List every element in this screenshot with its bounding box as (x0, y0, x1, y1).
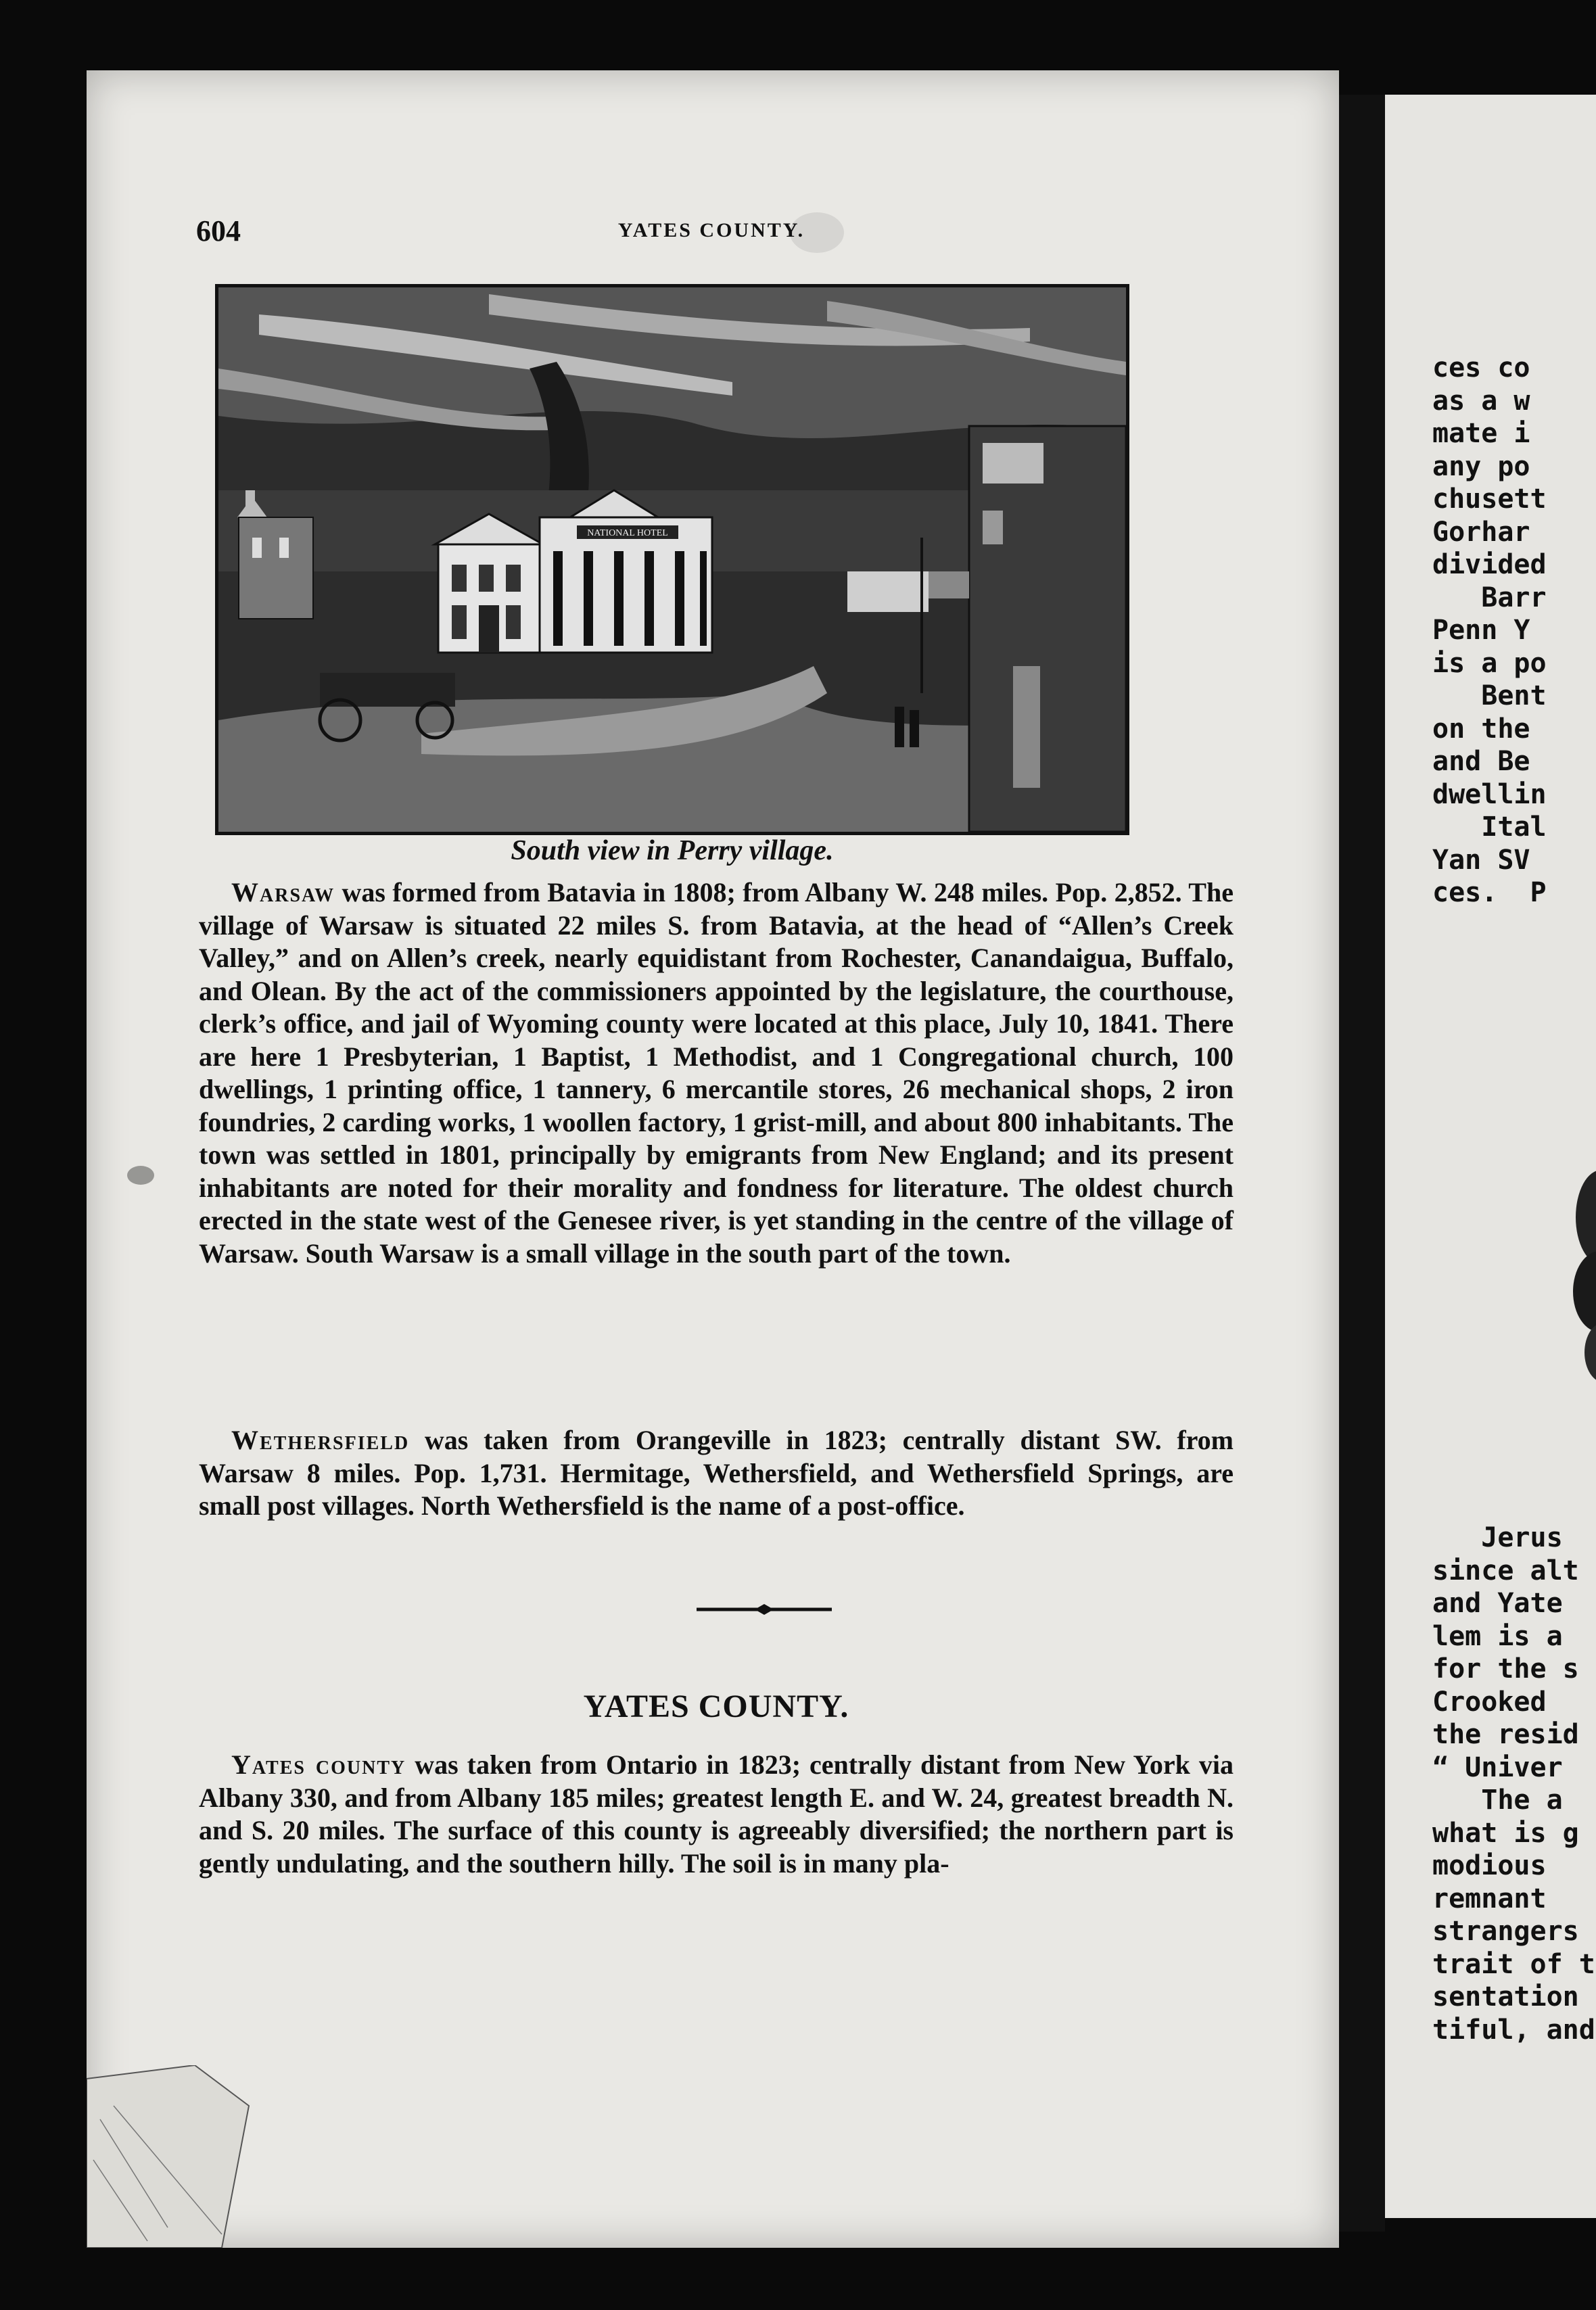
yates-county-heading: YATES COUNTY. (583, 1689, 849, 1724)
torn-corner (87, 2065, 289, 2248)
ink-spot (127, 1166, 154, 1185)
hotel-sign: NATIONAL HOTEL (587, 528, 668, 538)
page-gutter (1339, 95, 1385, 2232)
courthouse-building (435, 514, 543, 653)
engraving-image (218, 287, 1126, 832)
yates-paragraph (199, 1749, 1234, 1880)
engraving-caption: South view in Perry village. (511, 835, 834, 866)
perry-village-engraving (215, 284, 1129, 835)
wethersfield-paragraph (199, 1424, 1234, 1523)
warsaw-paragraph (199, 876, 1234, 1270)
right-page (1385, 95, 1596, 2218)
section-divider-ornament (697, 1603, 832, 1616)
page-number: 604 (196, 214, 241, 248)
warsaw-text: was formed from Batavia in 1808; from Albany W. 248 miles. Pop. 2,852. The village of Warsaw is situated 22 miles S. from Batavia, at the head of “Allen’s Creek Valley,” and on Allen’s creek, nearly equidistant from Rochester, Canandaigua, Buffalo, and Olean. By the act of the commissioners appointed by the legislature, the courthouse, clerk’s office, and jail of Wyoming county were located at this place, July 10, 1841. There are here 1 Presbyterian, 1 Baptist, 1 Methodist, and 1 Congregational church, 100 dwellings, 1 printing office, 1 tannery, 6 mercantile stores, 26 mechanical shops, 2 iron foundries, 2 carding works, 1 woollen factory, 1 grist-mill, and about 800 inhabitants. The town was settled in 1801, principally by emigrants from New England; and its present inhabitants are noted for their morality and fondness for literature. The oldest church erected in the state west of the Genesee river, is yet standing in the centre of the village of Warsaw. South Warsaw is a small village in the south part of the town. (199, 877, 1234, 1269)
running-title: YATES COUNTY. (617, 219, 805, 241)
tree-engraving-fragment (1568, 1136, 1596, 1393)
right-page-upper-fragments: ces co as a w mate i any po chusett Gorhar divided Barr Penn Y is a po Bent on the and Be dwellin Ital Yan SV ces. P (1432, 352, 1547, 908)
right-page-lower-fragments: Jerus since alt and Yate lem is a for the s Crooked the resid “ Univer The a what is g modious remnant strangers trait of t sentation tiful, and (1432, 1522, 1595, 2046)
yates-lead: Yates county (231, 1749, 406, 1780)
yates-text: was taken from Ontario in 1823; centrally distant from New York via Albany 330, and from Albany 185 miles; greatest length E. and W. 24, greatest breadth N. and S. 20 miles. The surface of this county is agreeably diversified; the northern part is gently undulating, and the southern hilly. The soil is in many pla- (199, 1749, 1234, 1879)
warsaw-lead: Warsaw (231, 877, 335, 908)
running-head (196, 214, 1227, 254)
wethersfield-text: was taken from Orangeville in 1823; centrally distant SW. from Warsaw 8 miles. Pop. 1,731. Hermitage, Wethersfield, and Wethersfield Springs, are small post villages. North Wethersfield is the name of a post-office. (199, 1425, 1234, 1521)
wethersfield-lead: Wethersfield (231, 1425, 410, 1455)
